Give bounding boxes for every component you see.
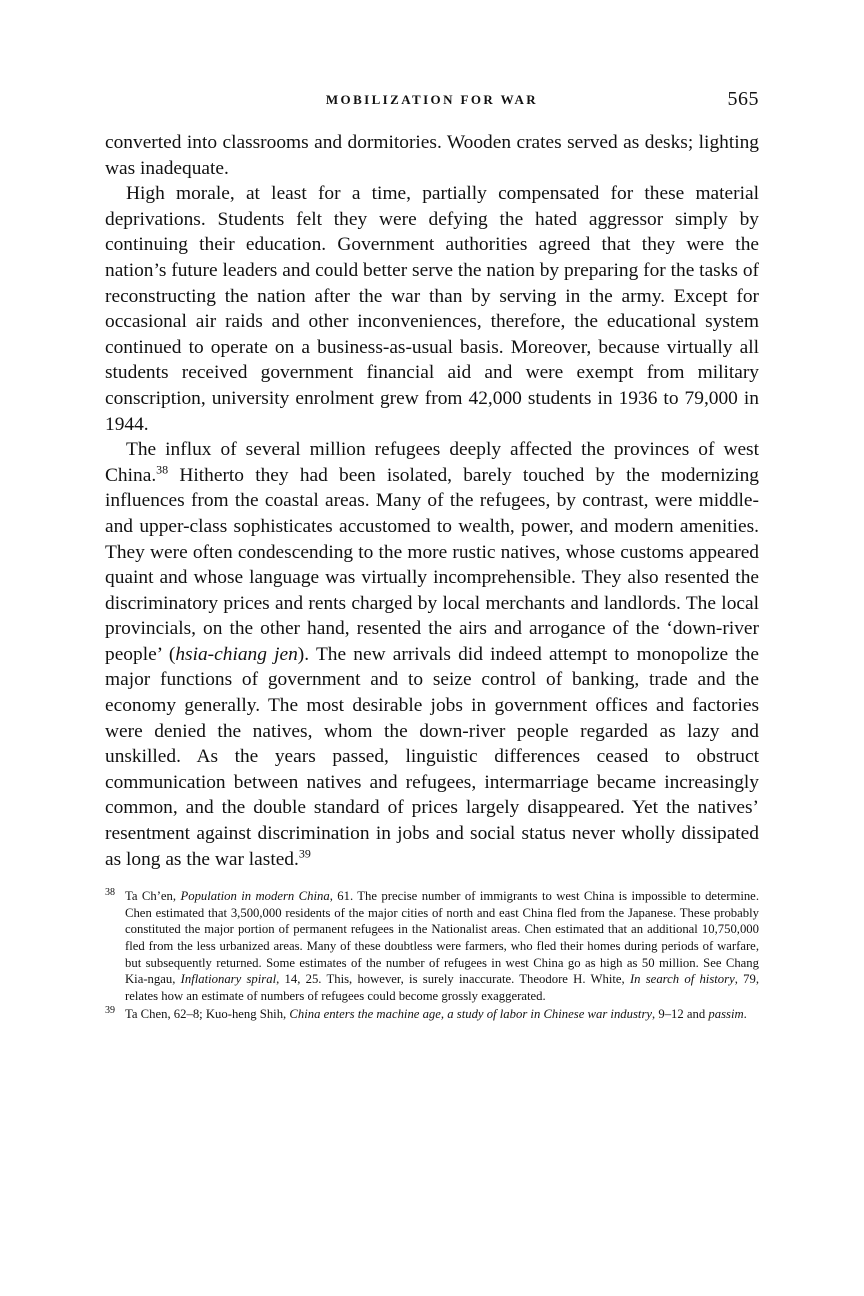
footnote-text: Ta Ch’en, <box>125 889 181 904</box>
paragraph-text: ). The new arrivals did indeed attempt to monopolize the major functions of government and to seize control of banking, trade and the economy generally. The most desirable jobs in government offices and factories were denied the natives, whom the down-river people regarded as lazy and unskilled. As the years passed, linguistic differences ceased to obstruct communication between natives and refugees, intermarriage became increasingly common, and the double standard of prices largely disappeared. Yet the natives’ resentment against discrimination in jobs and social status never wholly dissipated as long as the war lasted. <box>105 643 759 870</box>
page-number: 565 <box>727 88 759 110</box>
footnote-text: , 61. The precise number of immigrants to west China is impossible to determine. Chen estimated that 3,500,000 residents of the major cities of north and east China fled from the Japanese. These probably constituted the major portion of permanent refugees in the Nationalist areas. Chen estimated that an additional 10,750,000 fled from the less urbanized areas. Many of these doubtless were farmers, who fled their homes during periods of warfare, but subsequently returned. Some estimates of the number of refugees in west China go as high as 50 million. See Chang Kia-ngau, <box>125 889 759 987</box>
footnote-marker: 39 <box>105 1005 115 1017</box>
paragraph-refugees <box>105 437 759 872</box>
paragraph-student-morale: High morale, at least for a time, partially compensated for these material deprivations. Students felt they were defying the hated aggressor simply by continuing their education. Government authorities agreed that they were the nation’s future leaders and could better serve the nation by preparing for the tasks of reconstructing the nation after the war than by serving in the army. Except for occasional air raids and other inconveniences, therefore, the educational system continued to operate on a business-as-usual basis. Moreover, because virtually all students received government financial aid and were exempt from military conscription, university enrolment grew from 42,000 students in 1936 to 79,000 in 1944. <box>105 183 759 435</box>
paragraph-text: The influx of several million refugees deeply affected the provinces of west China. <box>105 439 759 486</box>
footnote-reference-38: 38 <box>156 462 169 477</box>
book-title: Population in modern China <box>180 889 330 904</box>
body-text <box>105 130 759 872</box>
paragraph-continued: converted into classrooms and dormitories. Wooden crates served as desks; lighting was inadequate. <box>105 132 759 179</box>
book-page <box>105 88 759 1025</box>
footnote-reference-39: 39 <box>298 846 311 861</box>
book-title: Inflationary spiral <box>180 972 277 987</box>
footnote-text: . <box>743 1007 747 1022</box>
running-title: MOBILIZATION FOR WAR <box>325 92 539 107</box>
latin-term: passim <box>708 1007 744 1022</box>
running-head <box>105 88 759 116</box>
footnote-text: , 79, relates how an estimate of numbers of refugees could become grossly exaggerated. <box>125 972 759 1003</box>
footnotes <box>105 888 759 1023</box>
italic-term: hsia-chiang jen <box>175 643 298 665</box>
footnote-text: , 9–12 and <box>652 1007 709 1022</box>
footnote-text: Ta Chen, 62–8; Kuo-heng Shih, <box>125 1007 290 1022</box>
footnote-marker: 38 <box>105 887 115 899</box>
footnote-text: , 14, 25. This, however, is surely inaccurate. Theodore H. White, <box>276 972 630 987</box>
paragraph-text: Hitherto they had been isolated, barely touched by the modernizing influences from the coastal areas. Many of the refugees, by contrast, were middle- and upper-class sophisticates accustomed to wealth, power, and modern amenities. They were often condescending to the more rustic natives, whose customs appeared quaint and whose language was virtually incomprehensible. They also resented the discriminatory prices and rents charged by local merchants and landlords. The local provincials, on the other hand, resented the airs and arrogance of the ‘down-river people’ ( <box>105 464 759 665</box>
footnote-38 <box>105 888 759 1004</box>
footnote-39 <box>105 1006 759 1023</box>
book-title: China enters the machine age, a study of labor in Chinese war industry <box>289 1007 653 1022</box>
book-title: In search of history <box>629 972 735 987</box>
